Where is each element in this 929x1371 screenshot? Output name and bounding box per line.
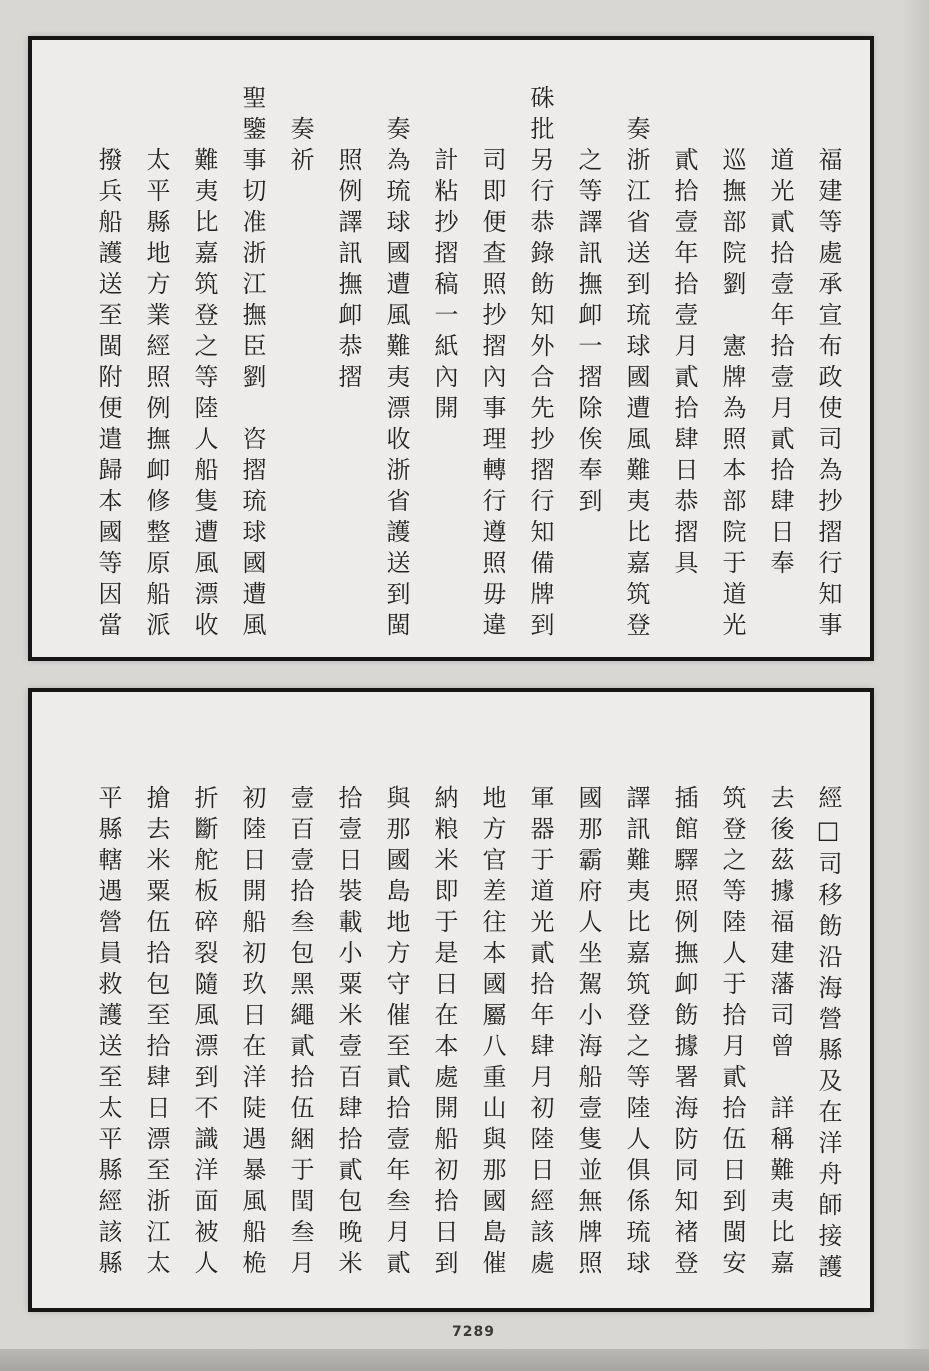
- text-column: 撥兵船護送至閩附便遣歸本國等因當: [94, 85, 122, 643]
- text-column: 插館驛照例撫卹飭據署海防同知褚登: [670, 785, 698, 1281]
- text-column: 譯訊難夷比嘉筑登之等陸人俱係琉球: [622, 785, 650, 1281]
- text-column: 巡撫部院劉 憲牌為照本部院于道光: [718, 85, 746, 643]
- manuscript-page-top: [28, 36, 874, 661]
- text-column: 初陸日開船初玖日在洋陡遇暴風船桅: [238, 785, 266, 1281]
- scan-edge-shadow-right: [903, 0, 929, 1371]
- text-column: 奏祈: [286, 85, 314, 178]
- text-column: 軍器于道光貳拾年肆月初陸日經該處: [526, 785, 554, 1281]
- text-column: 與那國島地方守催至貳拾壹年叁月貳: [382, 785, 410, 1281]
- text-column: 國那霸府人坐駕小海船壹隻並無牌照: [574, 785, 602, 1281]
- scan-edge-shadow-bottom: [0, 1349, 929, 1371]
- text-column: 奏為琉球國遭風難夷漂收浙省護送到閩: [382, 85, 410, 643]
- text-column: 之等譯訊撫卹一摺除俟奉到: [574, 85, 602, 519]
- text-column: 地方官差往本國屬八重山與那國島催: [478, 785, 506, 1281]
- text-column: 納粮米即于是日在本處開船初拾日到: [430, 785, 458, 1281]
- text-column: 福建等處承宣布政使司為抄摺行知事: [814, 85, 842, 643]
- text-column: 拾壹日裝載小粟米壹百肆拾貳包晚米: [334, 785, 362, 1281]
- text-column: 司即便查照抄摺內事理轉行遵照毋違: [478, 85, 506, 643]
- text-column: 計粘抄摺稿一紙內開: [430, 85, 458, 426]
- text-column: 去後茲據福建藩司曾 詳稱難夷比嘉: [766, 785, 794, 1281]
- text-column: 經□司移飭沿海營縣及在洋舟師接護: [814, 785, 842, 1285]
- text-column: 照例譯訊撫卹恭摺: [334, 85, 362, 395]
- page-number: 7289: [452, 1324, 495, 1340]
- text-column: 道光貳拾壹年拾壹月貳拾肆日奉: [766, 85, 794, 581]
- text-column: 難夷比嘉筑登之等陸人船隻遭風漂收: [190, 85, 218, 643]
- text-column: 筑登之等陸人于拾月貳拾伍日到閩安: [718, 785, 746, 1281]
- text-column: 搶去米粟伍拾包至拾肆日漂至浙江太: [142, 785, 170, 1281]
- text-column: 奏浙江省送到琉球國遭風難夷比嘉筑登: [622, 85, 650, 643]
- text-column: 平縣轄遇營員救護送至太平縣經該縣: [94, 785, 122, 1281]
- text-column: 貳拾壹年拾壹月貳拾肆日恭摺具: [670, 85, 698, 581]
- manuscript-page-bottom: [28, 688, 874, 1312]
- text-column: 折斷舵板碎裂隨風漂到不識洋面被人: [190, 785, 218, 1281]
- text-column: 聖鑒事切准浙江撫臣劉 咨摺琉球國遭風: [238, 85, 266, 643]
- text-columns-bottom: [32, 692, 870, 1308]
- text-columns-top: [32, 40, 870, 657]
- text-column: 硃批另行恭錄飭知外合先抄摺行知備牌到: [526, 85, 554, 643]
- text-column: 壹百壹拾叁包黑繩貳拾伍綑于閏叁月: [286, 785, 314, 1281]
- text-column: 太平縣地方業經照例撫卹修整原船派: [142, 85, 170, 643]
